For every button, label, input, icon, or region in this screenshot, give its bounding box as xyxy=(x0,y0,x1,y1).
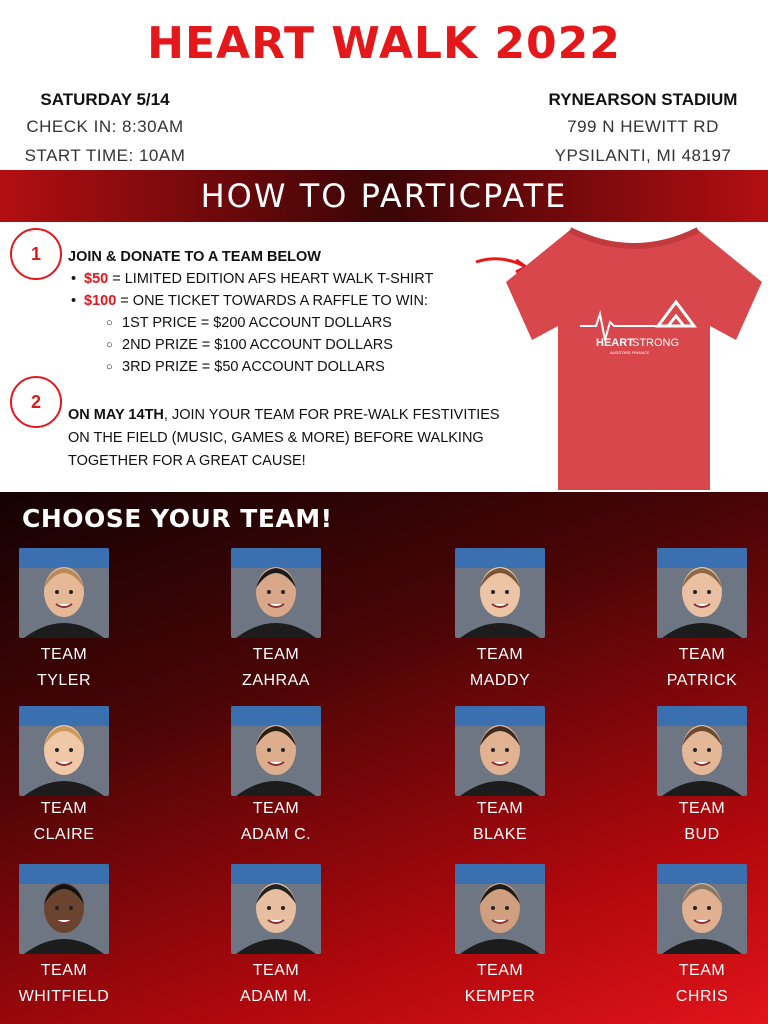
team-captain-photo xyxy=(455,864,545,954)
team-word: TEAM xyxy=(40,800,88,817)
tshirt-image xyxy=(500,222,768,492)
team-captain-photo xyxy=(19,706,109,796)
step-1-content xyxy=(68,246,518,378)
check-in-time: CHECK IN: 8:30AM xyxy=(26,117,184,136)
tshirt-amount: $50 xyxy=(84,271,109,287)
tshirt-text: = LIMITED EDITION AFS HEART WALK T-SHIRT xyxy=(108,271,434,287)
team-card[interactable] xyxy=(617,548,768,694)
team-card[interactable] xyxy=(191,548,361,694)
team-word: TEAM xyxy=(678,800,726,817)
team-name: CLAIRE xyxy=(33,826,95,843)
team-name: ADAM M. xyxy=(240,988,312,1005)
how-to-participate-banner: HOW TO PARTICPATE xyxy=(0,170,768,222)
team-card[interactable] xyxy=(617,864,768,1010)
team-name: CHRIS xyxy=(675,988,729,1005)
team-name: ZAHRAA xyxy=(242,672,310,689)
address-street: 799 N HEWITT RD xyxy=(567,117,719,136)
step-2-badge: 2 xyxy=(10,376,62,428)
team-card[interactable] xyxy=(415,548,585,694)
raffle-text: = ONE TICKET TOWARDS A RAFFLE TO WIN: xyxy=(116,293,428,309)
teams-section xyxy=(0,492,768,1024)
team-name: TYLER xyxy=(36,672,92,689)
team-word: TEAM xyxy=(252,962,300,979)
step-2-text: , JOIN YOUR TEAM FOR PRE-WALK FESTIVITIES ON THE FIELD (MUSIC, GAMES & MORE) BEFORE WALKING TOGETHER FOR A GREAT CAUSE! xyxy=(68,407,500,469)
team-captain-photo xyxy=(231,864,321,954)
team-captain-photo xyxy=(231,706,321,796)
team-name: PATRICK xyxy=(666,672,738,689)
team-name: BLAKE xyxy=(472,826,528,843)
team-word: TEAM xyxy=(678,962,726,979)
team-word: TEAM xyxy=(252,646,300,663)
bullet-tshirt xyxy=(68,268,518,290)
start-time: START TIME: 10AM xyxy=(24,146,186,165)
venue-name: RYNEARSON STADIUM xyxy=(548,90,738,109)
shirt-brand-b: STRONG xyxy=(632,337,680,349)
step-1-badge: 1 xyxy=(10,228,62,280)
event-date-info xyxy=(0,88,210,170)
prize-1: ○ 1ST PRICE = $200 ACCOUNT DOLLARS xyxy=(68,312,518,334)
address-city: YPSILANTI, MI 48197 xyxy=(554,146,732,165)
team-captain-photo xyxy=(19,548,109,638)
team-name: MADDY xyxy=(469,672,531,689)
team-card[interactable] xyxy=(415,864,585,1010)
team-captain-photo xyxy=(19,864,109,954)
team-captain-photo xyxy=(657,864,747,954)
team-captain-photo xyxy=(455,548,545,638)
team-word: TEAM xyxy=(40,962,88,979)
team-captain-photo xyxy=(455,706,545,796)
team-name: KEMPER xyxy=(464,988,536,1005)
team-captain-photo xyxy=(657,548,747,638)
team-word: TEAM xyxy=(476,800,524,817)
step-2-content xyxy=(68,404,518,473)
team-card[interactable] xyxy=(0,706,149,848)
team-card[interactable] xyxy=(191,706,361,848)
team-word: TEAM xyxy=(678,646,726,663)
team-card[interactable] xyxy=(0,864,149,1010)
prize-3: ○ 3RD PRIZE = $50 ACCOUNT DOLLARS xyxy=(68,356,518,378)
event-location-info xyxy=(518,88,768,170)
teams-title: CHOOSE YOUR TEAM! xyxy=(22,504,333,533)
shirt-brand-sub: AUDITORS FINANCE xyxy=(610,350,650,355)
team-name: ADAM C. xyxy=(240,826,312,843)
team-card[interactable] xyxy=(415,706,585,848)
prize-2: ○ 2ND PRIZE = $100 ACCOUNT DOLLARS xyxy=(68,334,518,356)
step-1-heading: JOIN & DONATE TO A TEAM BELOW xyxy=(68,249,321,265)
raffle-amount: $100 xyxy=(84,293,117,309)
page-title: HEART WALK 2022 xyxy=(147,18,621,69)
team-captain-photo xyxy=(657,706,747,796)
bullet-raffle xyxy=(68,290,518,312)
team-word: TEAM xyxy=(476,962,524,979)
team-card[interactable] xyxy=(617,706,768,848)
team-card[interactable] xyxy=(0,548,149,694)
event-date: SATURDAY 5/14 xyxy=(40,90,170,109)
step-2-date: ON MAY 14TH xyxy=(68,407,164,423)
team-card[interactable] xyxy=(191,864,361,1010)
team-captain-photo xyxy=(231,548,321,638)
team-word: TEAM xyxy=(252,800,300,817)
team-name: BUD xyxy=(684,826,720,843)
team-name: WHITFIELD xyxy=(18,988,110,1005)
team-word: TEAM xyxy=(40,646,88,663)
team-word: TEAM xyxy=(476,646,524,663)
shirt-brand-a: HEART xyxy=(596,337,634,349)
